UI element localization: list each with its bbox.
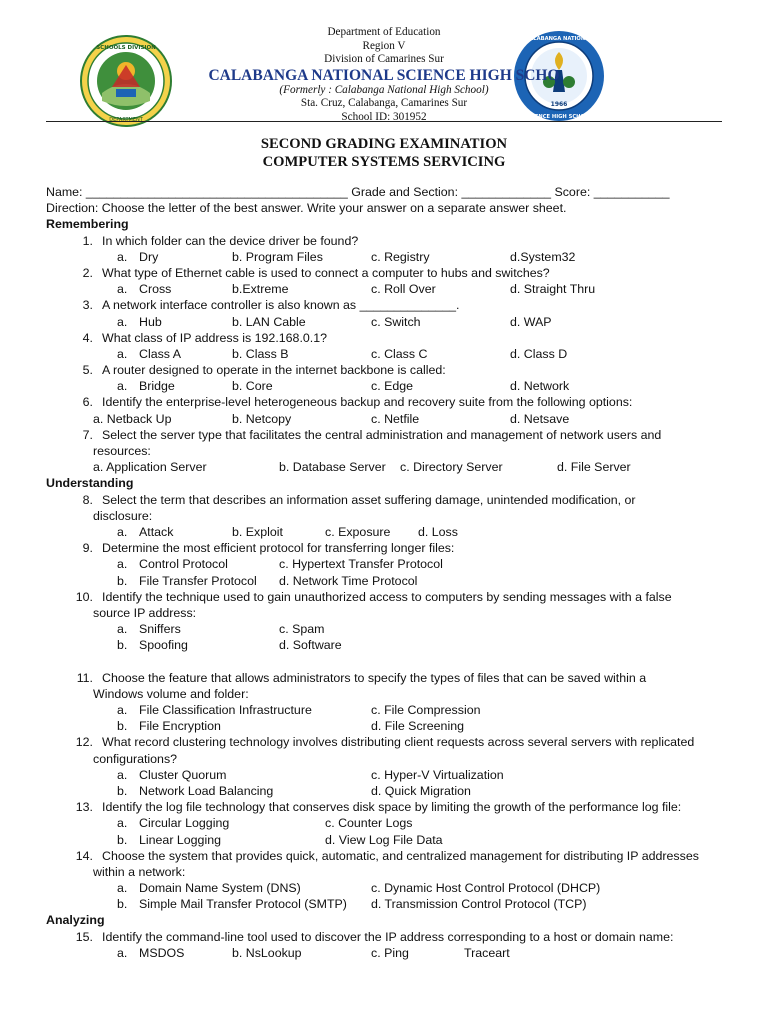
answer-option: d. Netsave xyxy=(510,411,570,426)
question-text: Identify the enterprise-level heterogeneous backup and recovery suite from the following options: xyxy=(102,395,633,410)
question-5-options xyxy=(46,378,736,394)
answer-option: c. Spam xyxy=(279,622,325,637)
answer-option: b. Core xyxy=(232,379,273,394)
directions: Direction: Choose the letter of the best answer. Write your answer on a separate answer sheet. xyxy=(46,201,567,216)
answer-option: Cross xyxy=(139,282,172,297)
answer-option: c. Dynamic Host Control Protocol (DHCP) xyxy=(371,881,601,896)
answer-option: b. NsLookup xyxy=(232,945,302,960)
question-number: 10. xyxy=(75,589,93,604)
question-10-options-row2 xyxy=(46,637,736,653)
answer-option: MSDOS xyxy=(139,945,185,960)
question-2-options xyxy=(46,281,736,297)
answer-option: a. xyxy=(117,945,128,960)
question-4 xyxy=(46,330,736,346)
question-number: 14. xyxy=(75,848,93,863)
answer-option: d. Network xyxy=(510,379,570,394)
question-text: Choose the feature that allows administrators to specify the types of files that can be saved within a xyxy=(102,670,647,685)
question-9-options-row1 xyxy=(46,556,736,572)
question-text: What type of Ethernet cable is used to connect a computer to hubs and switches? xyxy=(102,265,550,280)
answer-option: b. xyxy=(117,832,128,847)
answer-option: b. xyxy=(117,638,128,653)
question-number: 6. xyxy=(82,395,93,410)
answer-option: b. Class B xyxy=(232,346,289,361)
question-8 xyxy=(46,492,736,508)
question-number: 7. xyxy=(82,427,93,442)
answer-option: c. Ping xyxy=(371,945,409,960)
answer-option: d. Straight Thru xyxy=(510,282,596,297)
answer-option: a. xyxy=(117,816,128,831)
answer-option: a. xyxy=(117,622,128,637)
question-15-options xyxy=(46,945,736,961)
question-number: 4. xyxy=(82,330,93,345)
answer-option: a. xyxy=(117,524,128,539)
answer-option: Simple Mail Transfer Protocol (SMTP) xyxy=(139,897,347,912)
question-11-options-row1 xyxy=(46,702,736,718)
answer-option: b. xyxy=(117,573,128,588)
question-14-options-row1 xyxy=(46,880,736,896)
school-id: School ID: 301952 xyxy=(341,110,427,123)
answer-option: a. xyxy=(117,249,128,264)
question-number: 1. xyxy=(82,233,93,248)
question-8-continued: disclosure: xyxy=(93,508,153,523)
answer-option: a. xyxy=(117,282,128,297)
question-text: What class of IP address is 192.168.0.1? xyxy=(102,330,327,345)
answer-option: d. Quick Migration xyxy=(371,783,471,798)
answer-option: d. Software xyxy=(279,638,342,653)
question-4-options xyxy=(46,346,736,362)
exam-body xyxy=(46,184,736,961)
question-text: Select the server type that facilitates the central administration and management of network users and xyxy=(102,427,662,442)
question-text: What record clustering technology involves distributing client requests across several servers with replicated xyxy=(102,735,695,750)
division-name: Division of Camarines Sur xyxy=(324,53,444,66)
section-analyzing: Analyzing xyxy=(46,913,105,928)
answer-option: a. xyxy=(117,557,128,572)
question-number: 11. xyxy=(76,670,93,685)
student-info-line: Name: ______________________________________ Grade and Section: _____________ Score: ___________ xyxy=(46,185,670,199)
question-number: 2. xyxy=(82,265,93,280)
question-text: Identify the technique used to gain unauthorized access to computers by sending messages with a false xyxy=(102,589,672,604)
answer-option: a. xyxy=(117,379,128,394)
answer-option: Control Protocol xyxy=(139,557,228,572)
question-15 xyxy=(46,929,736,945)
letterhead-text xyxy=(180,26,588,125)
question-number: 5. xyxy=(82,363,93,378)
answer-option: Class A xyxy=(139,346,182,361)
question-number: 3. xyxy=(82,298,93,313)
answer-option: d.System32 xyxy=(510,249,576,264)
answer-option: File Classification Infrastructure xyxy=(139,703,312,717)
question-text: Identify the log file technology that conserves disk space by limiting the growth of the performance log file: xyxy=(102,800,682,815)
question-7 xyxy=(46,427,736,443)
division-seal-logo xyxy=(80,35,172,127)
answer-option: Spoofing xyxy=(139,638,188,653)
question-3 xyxy=(46,297,736,313)
answer-option: a. xyxy=(117,314,128,329)
answer-option: a. xyxy=(117,881,128,896)
blank-line xyxy=(46,653,736,669)
answer-option: a. xyxy=(117,767,128,782)
question-12-options-row1 xyxy=(46,767,736,783)
question-13-options-row2 xyxy=(46,832,736,848)
answer-option: c. Class C xyxy=(371,346,428,361)
question-10 xyxy=(46,589,736,605)
answer-option: Cluster Quorum xyxy=(139,767,227,782)
question-5 xyxy=(46,362,736,378)
answer-option: b.Extreme xyxy=(232,282,289,297)
question-11 xyxy=(46,670,736,686)
question-13 xyxy=(46,799,736,815)
question-3-options xyxy=(46,314,736,330)
answer-option: Linear Logging xyxy=(139,832,221,847)
school-address: Sta. Cruz, Calabanga, Camarines Sur xyxy=(300,97,468,110)
question-text: Identify the command-line tool used to discover the IP address corresponding to a host or domain name: xyxy=(102,929,674,944)
answer-option: d. File Server xyxy=(557,460,631,475)
svg-text:SCHOOLS DIVISION: SCHOOLS DIVISION xyxy=(96,45,156,51)
answer-option: c. Roll Over xyxy=(371,282,436,297)
answer-option: d. View Log File Data xyxy=(325,832,443,847)
question-number: 13. xyxy=(75,800,93,815)
question-14 xyxy=(46,848,736,864)
answer-option: c. Counter Logs xyxy=(325,816,413,831)
answer-option: File Transfer Protocol xyxy=(139,573,257,588)
svg-text:1966: 1966 xyxy=(550,101,568,108)
answer-option: a. Application Server xyxy=(93,460,207,475)
question-1-options xyxy=(46,249,736,265)
answer-option: d. File Screening xyxy=(371,719,464,734)
question-11-options-row2 xyxy=(46,718,736,734)
question-10-options-row1 xyxy=(46,621,736,637)
answer-option: c. Edge xyxy=(371,379,414,394)
answer-option: c. Directory Server xyxy=(400,460,503,475)
answer-option: b. Database Server xyxy=(279,460,386,475)
answer-option: Hub xyxy=(139,314,162,329)
svg-text:SCIENCE HIGH SCHOOL: SCIENCE HIGH SCHOOL xyxy=(525,114,593,120)
answer-option: Domain Name System (DNS) xyxy=(139,881,301,896)
question-7-continued: resources: xyxy=(93,444,151,458)
answer-option: b. Exploit xyxy=(232,524,283,539)
region-name: Region V xyxy=(362,39,406,52)
exam-title-line2: COMPUTER SYSTEMS SERVICING xyxy=(262,153,506,170)
answer-option: d. Loss xyxy=(418,524,458,539)
answer-option: File Encryption xyxy=(139,719,221,734)
answer-option: Attack xyxy=(139,524,174,539)
answer-option: Traceart xyxy=(464,945,510,960)
section-understanding: Understanding xyxy=(46,476,134,491)
answer-option: c. Hypertext Transfer Protocol xyxy=(279,557,443,572)
answer-option: c. Registry xyxy=(371,249,430,264)
svg-text:CALABANGA NATIONAL: CALABANGA NATIONAL xyxy=(525,36,593,42)
answer-option: Bridge xyxy=(139,379,175,394)
question-9-options-row2 xyxy=(46,573,736,589)
question-9 xyxy=(46,540,736,556)
question-14-continued: within a network: xyxy=(93,864,186,879)
answer-option: c. File Compression xyxy=(371,703,481,717)
answer-option: a. xyxy=(117,346,128,361)
answer-option: c. Switch xyxy=(371,314,421,329)
question-14-options-row2 xyxy=(46,896,736,912)
question-text: In which folder can the device driver be found? xyxy=(102,233,359,248)
question-7-options xyxy=(46,459,736,475)
question-8-options xyxy=(46,524,736,540)
question-text: A network interface controller is also known as ______________. xyxy=(102,298,460,313)
answer-option: c. Hyper-V Virtualization xyxy=(371,767,504,782)
answer-option: Sniffers xyxy=(139,622,181,637)
answer-option: Network Load Balancing xyxy=(139,783,274,798)
question-number: 15. xyxy=(75,929,93,944)
svg-text:DEPARTMENT: DEPARTMENT xyxy=(109,117,143,123)
question-11-continued: Windows volume and folder: xyxy=(93,686,249,701)
question-1 xyxy=(46,233,736,249)
former-school-name: (Formerly : Calabanga National High School) xyxy=(279,83,489,96)
answer-option: b. Program Files xyxy=(232,249,323,264)
exam-title-line1: SECOND GRADING EXAMINATION xyxy=(260,136,508,152)
answer-option: b. LAN Cable xyxy=(232,314,306,329)
question-text: Determine the most efficient protocol for transferring longer files: xyxy=(102,541,455,556)
answer-option: c. Netfile xyxy=(371,411,420,426)
answer-option: Dry xyxy=(139,249,159,264)
answer-option: d. WAP xyxy=(510,314,552,329)
answer-option: b. xyxy=(117,719,128,734)
question-10-continued: source IP address: xyxy=(93,605,197,620)
answer-option: b. xyxy=(117,897,128,912)
question-13-options-row1 xyxy=(46,815,736,831)
question-6 xyxy=(46,394,736,410)
section-remembering: Remembering xyxy=(46,217,129,232)
question-12-continued: configurations? xyxy=(93,751,178,766)
question-text: A router designed to operate in the internet backbone is called: xyxy=(102,363,446,378)
answer-option: d. Class D xyxy=(510,346,568,361)
question-2 xyxy=(46,265,736,281)
question-12-options-row2 xyxy=(46,783,736,799)
answer-option: d. Transmission Control Protocol (TCP) xyxy=(371,897,587,912)
question-text: Choose the system that provides quick, automatic, and centralized management for distributing IP addresses xyxy=(102,848,699,863)
letterhead xyxy=(0,0,768,122)
answer-option: d. Network Time Protocol xyxy=(279,573,418,588)
exam-title xyxy=(0,136,768,171)
answer-option: Circular Logging xyxy=(139,816,230,831)
answer-option: a. Netback Up xyxy=(93,411,172,426)
question-12 xyxy=(46,734,736,750)
question-number: 9. xyxy=(82,541,93,556)
answer-option: b. xyxy=(117,783,128,798)
question-number: 12. xyxy=(75,735,93,750)
answer-option: c. Exposure xyxy=(325,524,391,539)
header-divider xyxy=(46,121,722,122)
answer-option: b. Netcopy xyxy=(232,411,292,426)
question-6-options xyxy=(46,411,736,427)
school-name: CALABANGA NATIONAL SCIENCE HIGH SCHO xyxy=(208,66,560,84)
answer-option: a. xyxy=(117,703,128,717)
department-name: Department of Education xyxy=(327,26,441,38)
question-text: Select the term that describes an information asset suffering damage, unintended modification, or xyxy=(102,492,636,507)
question-number: 8. xyxy=(82,492,93,507)
